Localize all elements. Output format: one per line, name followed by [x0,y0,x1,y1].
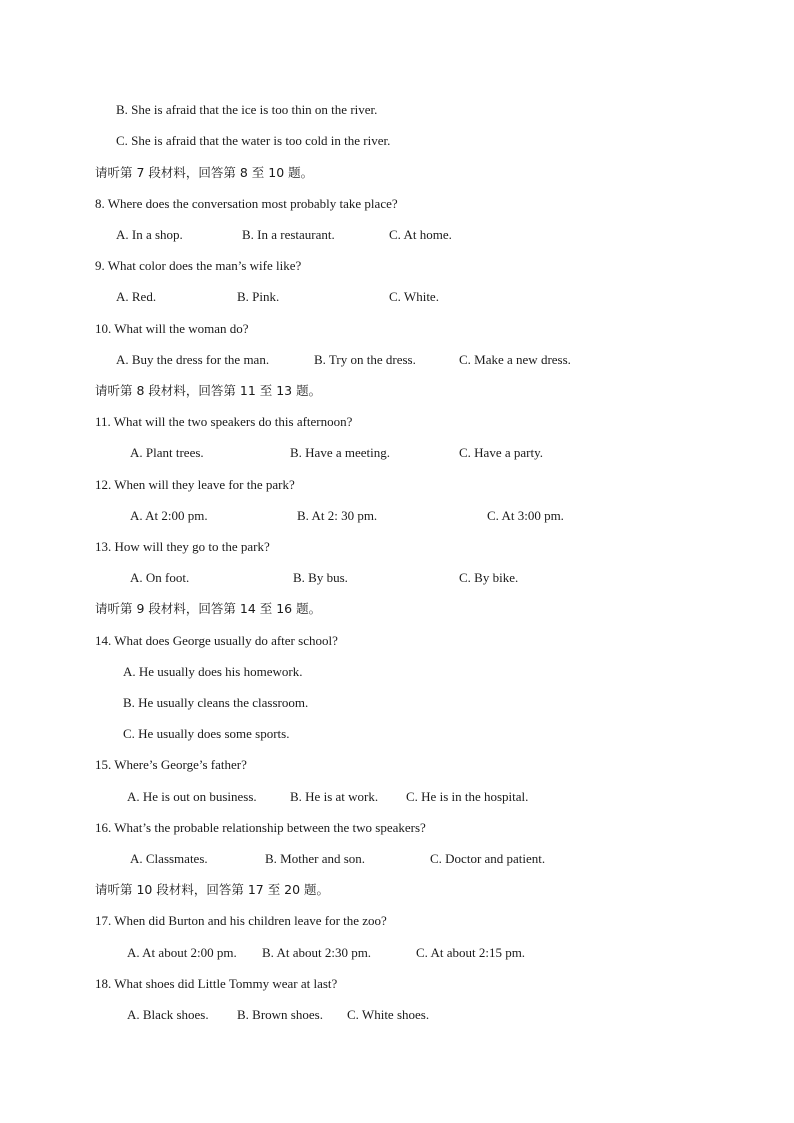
question-14-option-b: B. He usually cleans the classroom. [123,695,309,710]
question-11-option-a: A. Plant trees. [130,445,204,460]
question-18: 18. What shoes did Little Tommy wear at last? [95,976,338,991]
question-10-option-a: A. Buy the dress for the man. [116,352,270,367]
question-7-option-b: B. She is afraid that the ice is too thin on the river. [116,102,378,117]
question-12-option-a: A. At 2:00 pm. [130,508,208,523]
question-11-option-b: B. Have a meeting. [290,445,390,460]
question-11: 11. What will the two speakers do this afternoon? [95,414,353,429]
question-11-option-c: C. Have a party. [459,445,543,460]
question-17-option-c: C. At about 2:15 pm. [416,945,526,960]
question-16-option-c: C. Doctor and patient. [430,851,546,866]
question-17-option-b: B. At about 2:30 pm. [262,945,372,960]
question-10: 10. What will the woman do? [95,321,249,336]
question-17-option-a: A. At about 2:00 pm. [127,945,237,960]
question-18-option-a: A. Black shoes. [127,1007,209,1022]
section-10-instruction: 请听第 10 段材料，回答第 17 至 20 题。 [95,882,330,897]
question-18-option-c: C. White shoes. [347,1007,430,1022]
question-15: 15. Where’s George’s father? [95,757,247,772]
question-15-option-b: B. He is at work. [290,789,379,804]
question-8-option-c: C. At home. [389,227,452,242]
question-13-option-a: A. On foot. [130,570,190,585]
question-8-option-b: B. In a restaurant. [242,227,335,242]
question-17: 17. When did Burton and his children leave for the zoo? [95,913,387,928]
question-18-option-b: B. Brown shoes. [237,1007,323,1022]
question-9-option-c: C. White. [389,289,439,304]
section-9-instruction: 请听第 9 段材料，回答第 14 至 16 题。 [95,601,322,616]
question-16: 16. What’s the probable relationship between the two speakers? [95,820,426,835]
question-13: 13. How will they go to the park? [95,539,270,554]
question-13-option-b: B. By bus. [293,570,348,585]
question-15-option-a: A. He is out on business. [127,789,257,804]
question-9-option-a: A. Red. [116,289,157,304]
question-16-option-a: A. Classmates. [130,851,208,866]
question-10-option-b: B. Try on the dress. [314,352,416,367]
question-14-option-a: A. He usually does his homework. [123,664,303,679]
question-8-option-a: A. In a shop. [116,227,183,242]
question-13-option-c: C. By bike. [459,570,519,585]
question-9: 9. What color does the man’s wife like? [95,258,302,273]
question-7-option-c: C. She is afraid that the water is too cold in the river. [116,133,391,148]
section-7-instruction: 请听第 7 段材料，回答第 8 至 10 题。 [95,165,314,180]
section-8-instruction: 请听第 8 段材料，回答第 11 至 13 题。 [95,383,322,398]
question-14: 14. What does George usually do after school? [95,633,338,648]
question-16-option-b: B. Mother and son. [265,851,366,866]
question-15-option-c: C. He is in the hospital. [406,789,529,804]
question-9-option-b: B. Pink. [237,289,280,304]
question-14-option-c: C. He usually does some sports. [123,726,290,741]
question-10-option-c: C. Make a new dress. [459,352,571,367]
question-12-option-b: B. At 2: 30 pm. [297,508,378,523]
question-12: 12. When will they leave for the park? [95,477,295,492]
question-8: 8. Where does the conversation most probably take place? [95,196,398,211]
question-12-option-c: C. At 3:00 pm. [487,508,564,523]
